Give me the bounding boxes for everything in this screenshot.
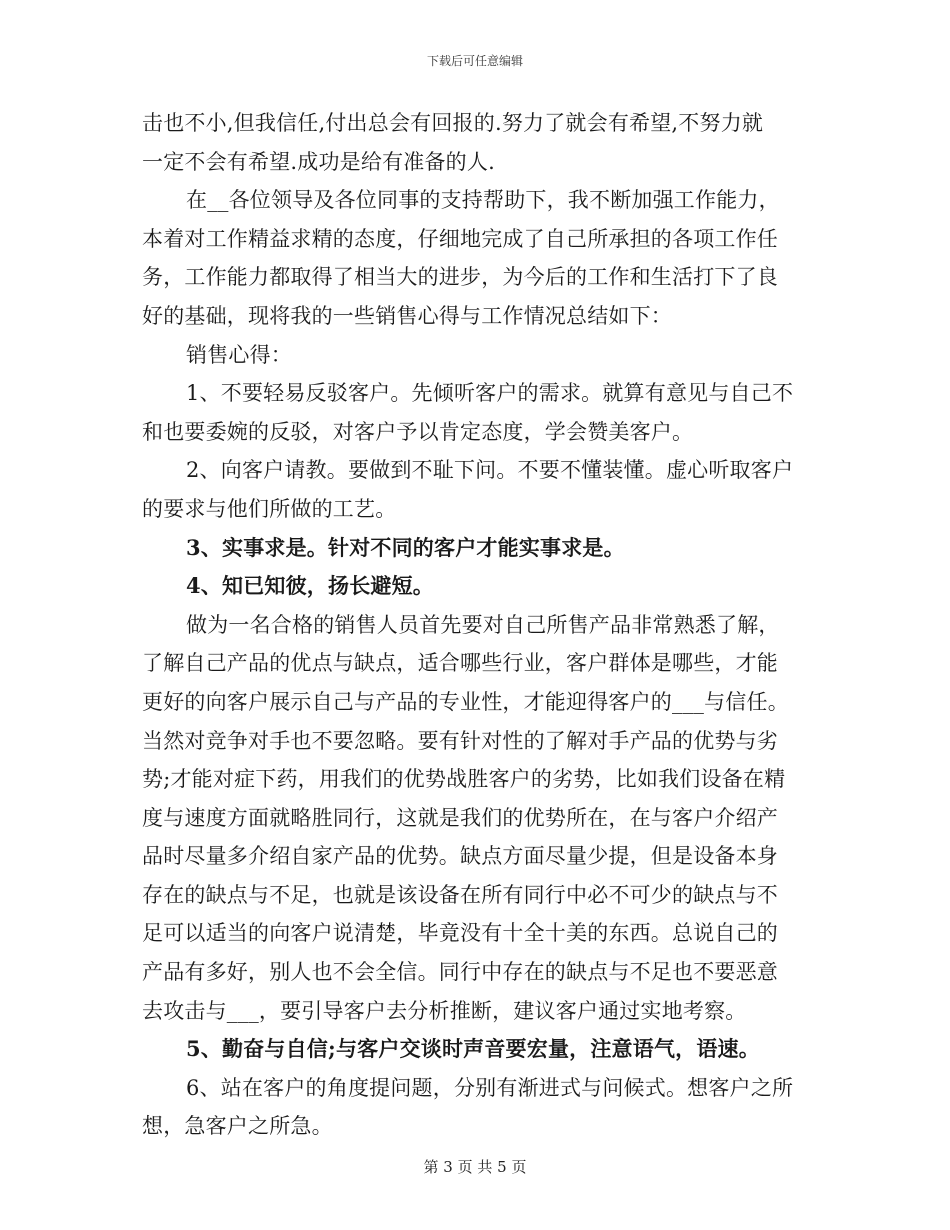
text-line: 存在的缺点与不足，也就是该设备在所有同行中必不可少的缺点与不 [142,882,778,907]
page-header: 下载后可任意编辑 [426,54,523,68]
text-line: 销售心得： [186,342,292,367]
text-line: 2、向客户请教。要做到不耻下问。不要不懂装懂。虚心听取客户 [186,458,794,483]
page-footer: 第 3 页 共 5 页 [423,1158,527,1176]
text-line: 6、站在客户的角度提问题，分别有渐进式与问候式。想客户之所 [186,1075,794,1100]
text-line: 和也要委婉的反驳，对客户予以肯定态度，学会赞美客户。 [142,419,694,444]
text-line: 度与速度方面就略胜同行，这就是我们的优势所在，在与客户介绍产 [142,805,778,830]
text-line: 势;才能对症下药，用我们的优势战胜客户的劣势，比如我们设备在精 [142,767,786,792]
text-line: 去攻击与___，要引导客户去分析推断，建议客户通过实地考察。 [142,998,747,1023]
text-line: 在__各位领导及各位同事的支持帮助下，我不断加强工作能力， [186,188,780,213]
text-line: 当然对竞争对手也不要忽略。要有针对性的了解对手产品的优势与劣 [142,728,778,753]
text-line: 想，急客户之所急。 [142,1114,333,1139]
text-line: 好的基础，现将我的一些销售心得与工作情况总结如下： [142,303,672,328]
text-line: 击也不小,但我信任,付出总会有回报的.努力了就会有希望,不努力就 [142,111,764,135]
document-body [142,104,810,1146]
text-line: 务，工作能力都取得了相当大的进步，为今后的工作和生活打下了良 [142,265,778,290]
text-line: 品时尽量多介绍自家产品的优势。缺点方面尽量少提，但是设备本身 [142,844,778,869]
text-line: 的要求与他们所做的工艺。 [142,496,397,521]
text-line: 产品有多好，别人也不会全信。同行中存在的缺点与不足也不要恶意 [142,960,778,985]
text-line: 了解自己产品的优点与缺点，适合哪些行业，客户群体是哪些，才能 [142,651,778,676]
text-line: 1、不要轻易反驳客户。先倾听客户的需求。就算有意见与自己不 [186,381,794,406]
text-line: 5、勤奋与自信;与客户交谈时声音要宏量，注意语气，语速。 [186,1036,760,1062]
text-line: 做为一名合格的销售人员首先要对自己所售产品非常熟悉了解， [186,612,780,637]
text-line: 更好的向客户展示自己与产品的专业性，才能迎得客户的___与信任。 [142,689,789,714]
text-line: 一定不会有希望.成功是给有准备的人. [142,149,495,174]
text-line: 4、知已知彼，扬长避短。 [186,573,435,599]
text-line: 足可以适当的向客户说清楚，毕竟没有十全十美的东西。总说自己的 [142,921,778,946]
text-line: 本着对工作精益求精的态度，仔细地完成了自己所承担的各项工作任 [142,226,778,251]
text-line: 3、实事求是。针对不同的客户才能实事求是。 [186,534,625,560]
